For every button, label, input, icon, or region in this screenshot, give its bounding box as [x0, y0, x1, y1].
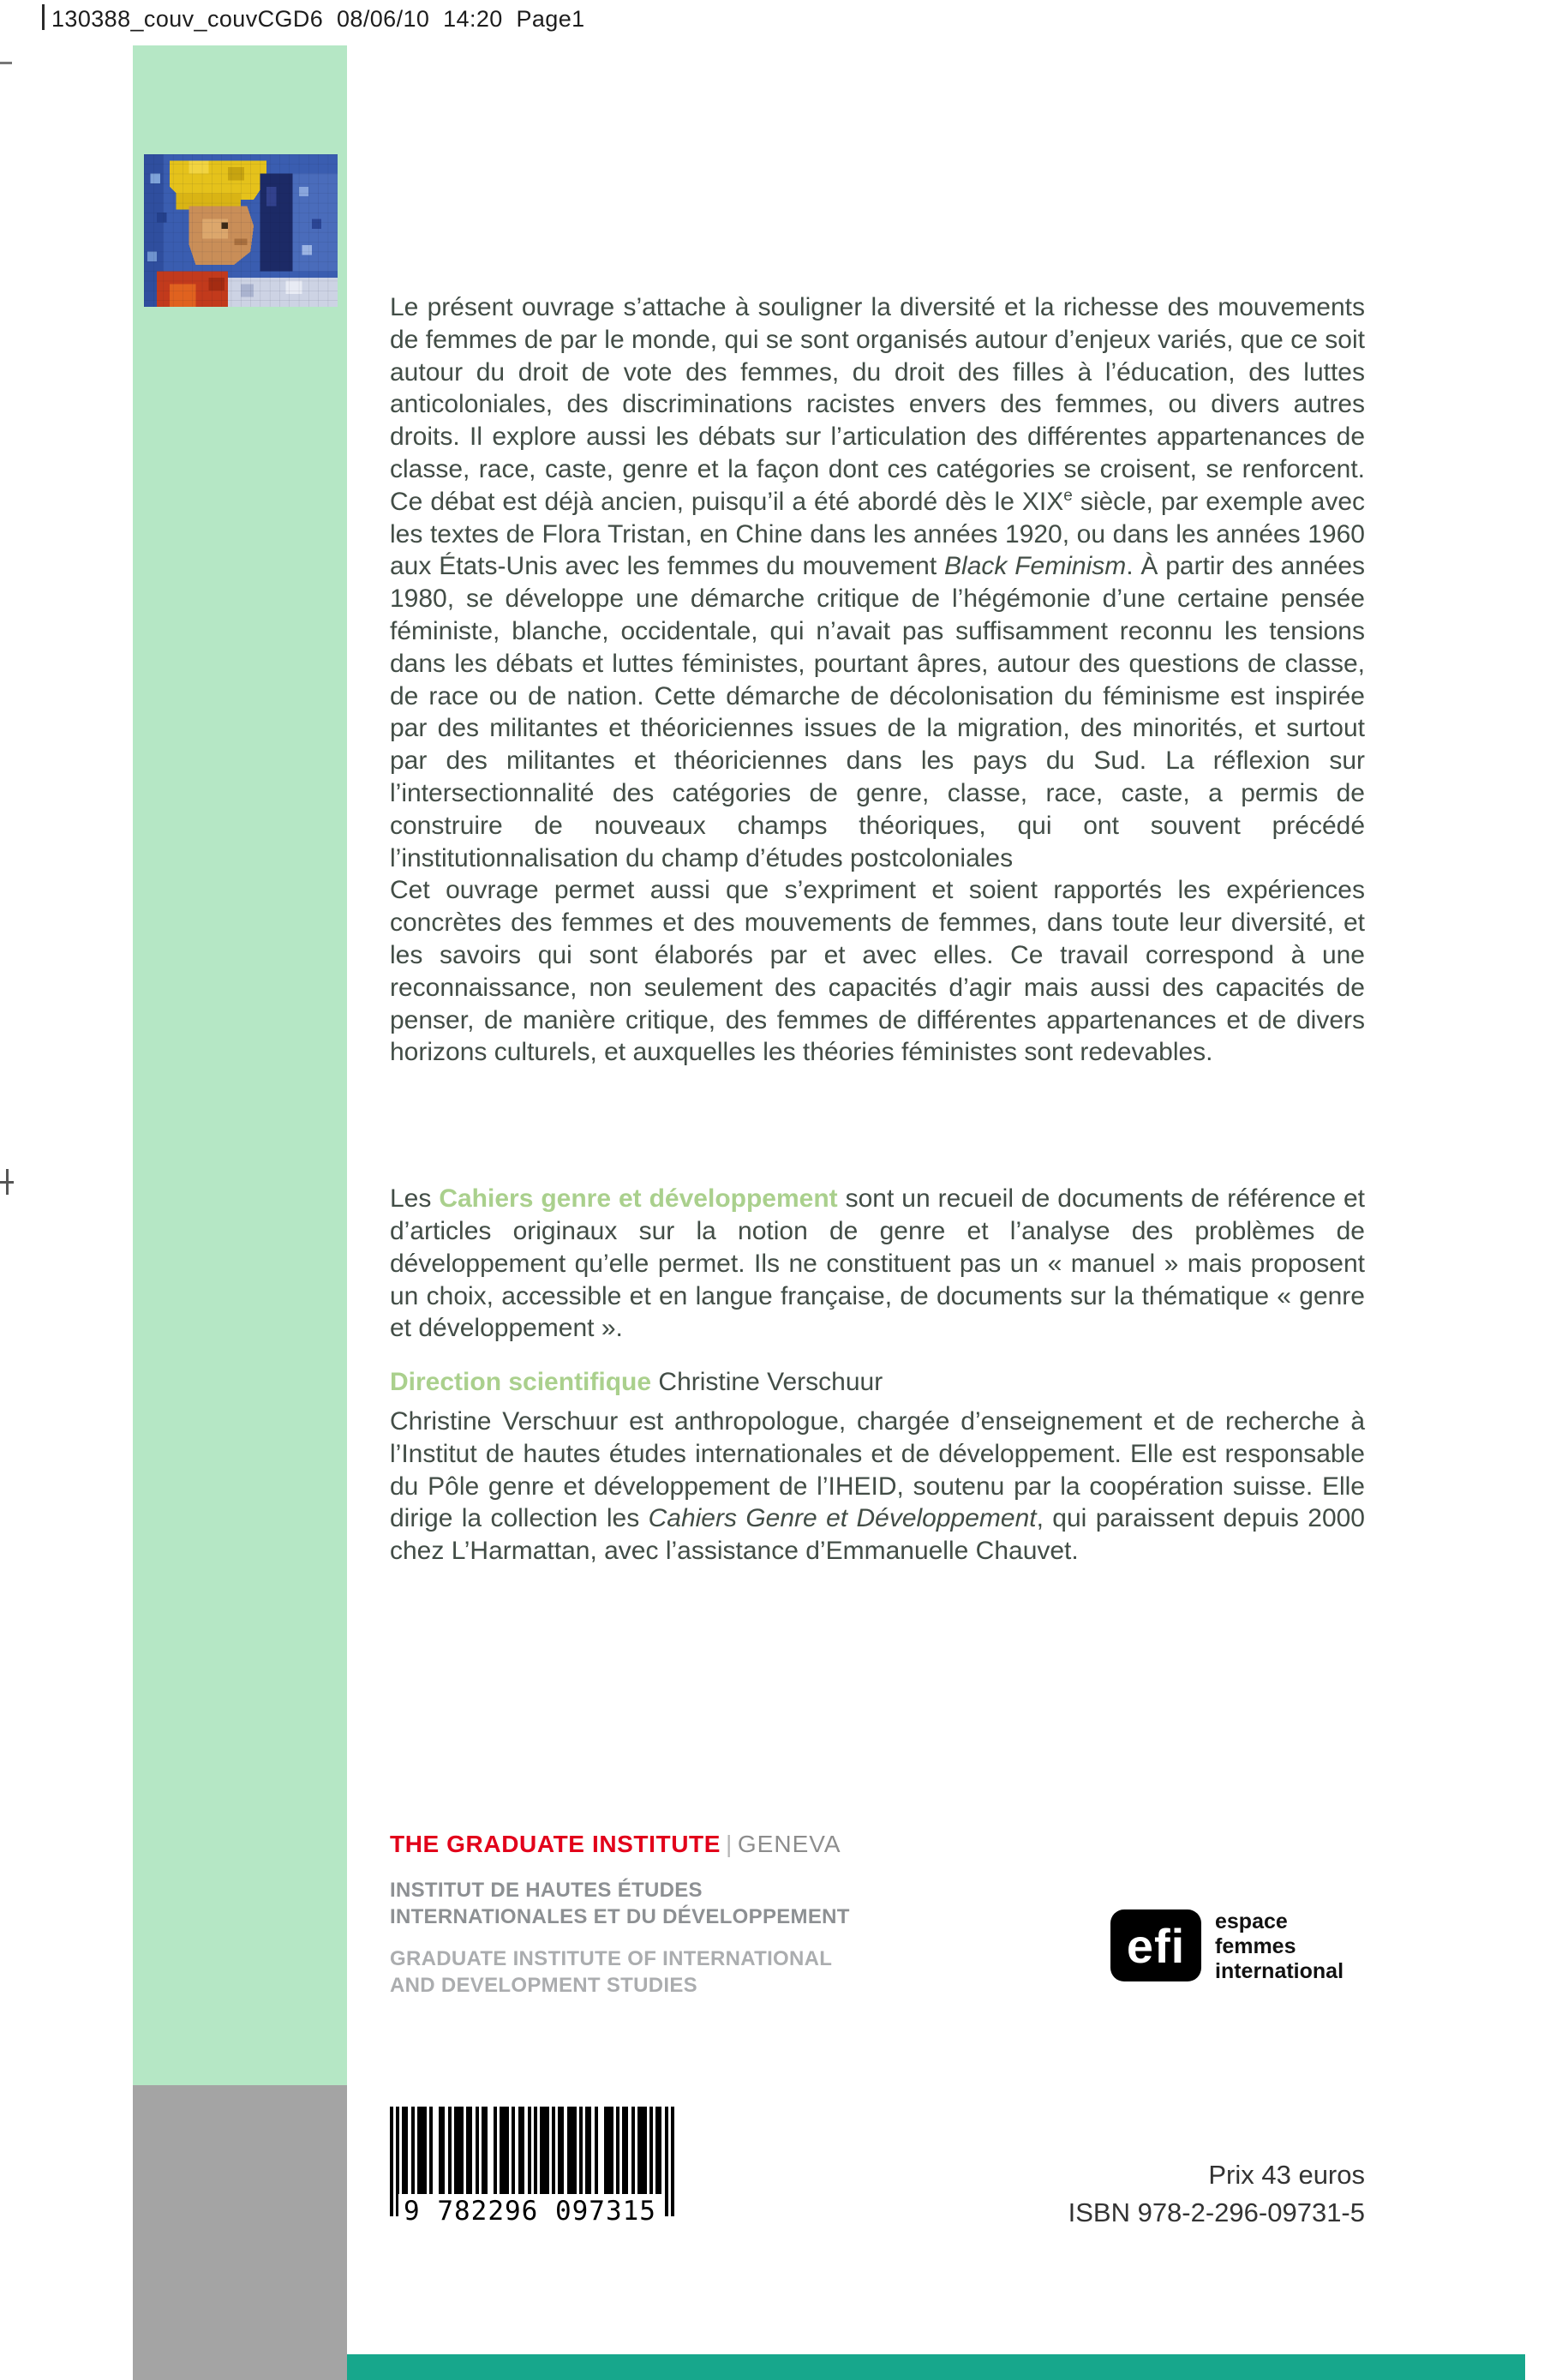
italic-title: Cahiers Genre et Développement [648, 1504, 1037, 1533]
efi-logo-text [1215, 1909, 1344, 1984]
cover-bottom-band [347, 2354, 1525, 2380]
bio-paragraph [390, 1406, 1365, 1568]
collection-paragraph [390, 1183, 1365, 1345]
institute-separator: | [726, 1831, 733, 1857]
crop-mark [0, 62, 12, 64]
graduate-institute-block [390, 1831, 850, 1999]
bio-text: Christine Verschuur est anthropologue, chargée d’enseignement et de recherche à l’Institut de hautes études internationales et de développement. Elle est responsable du Pôle genre et développement de l’IHEID, soutenu par la coopération suisse. Elle dirige la collection les [390, 1406, 1365, 1533]
efi-line3: international [1215, 1959, 1344, 1983]
institute-name-french [390, 1877, 850, 1930]
barcode [390, 2107, 685, 2235]
crop-mark [42, 4, 45, 30]
synopsis-text: . À partir des années 1980, se développe une démarche critique de l’hégémonie d’une certaine pensée féministe, blanche, occidentale, qui n’avait pas suffisamment reconnu les tensions dans les débats et luttes féministes, pourtant âpres, autour des questions de classe, de race ou de nation. Cette démarche de décolonisation du féminisme est inspirée par des militantes et théoriciennes issues de la migration, des minorités, et surtout par des militantes et théoriciennes dans les pays du Sud. La réflexion sur l’intersectionnalité des catégories de genre, classe, race, caste, a permis de construire de nouveaux champs théoriques, qui ont souvent précédé l’institutionnalisation du champ d’études postcoloniales [390, 552, 1366, 872]
italic-title: Black Feminism [944, 552, 1127, 581]
cover-spine-strip [133, 45, 347, 2085]
superscript-e: e [1063, 486, 1073, 505]
mosaic-portrait-image [144, 154, 338, 307]
back-cover-text-column [390, 291, 1365, 1568]
synopsis-paragraph-1 [390, 291, 1365, 874]
institute-name: THE GRADUATE INSTITUTE [390, 1831, 721, 1857]
efi-line2: femmes [1215, 1934, 1296, 1958]
price: Prix 43 euros [1208, 2160, 1365, 2190]
direction-label: Direction scientifique [390, 1368, 652, 1397]
institute-title-line [390, 1831, 850, 1858]
barcode-number: 9 782296 097315 [398, 2194, 661, 2228]
institute-en-line1: GRADUATE INSTITUTE OF INTERNATIONAL [390, 1947, 833, 1970]
efi-line1: espace [1215, 1909, 1288, 1933]
collection-text: Les [390, 1184, 440, 1214]
bio-text: , qui paraissent depuis 2000 chez L’Harmattan, avec l’assistance d’Emmanuelle Chauvet. [390, 1504, 1365, 1566]
institute-en-line2: AND DEVELOPMENT STUDIES [390, 1974, 697, 1997]
efi-logo-icon: efi [1110, 1909, 1201, 1981]
pricing-block [1068, 2156, 1365, 2232]
synopsis-text: Le présent ouvrage s’attache à souligner la diversité et la richesse des mouvements de femmes de par le monde, qui se sont organisés autour d’enjeux variés, que ce soit autour du droit de vote des femmes, du droit des filles à l’éducation, des luttes anticoloniales, des discriminations racistes envers des femmes, ou divers autres droits. Il explore aussi les débats sur l’articulation des différentes appartenances de classe, race, caste, genre et la façon dont ces catégories se croisent, se renforcent. Ce débat est déjà ancien, puisqu’il a été abordé dès le XIX [390, 293, 1365, 516]
institute-fr-line2: INTERNATIONALES ET DU DÉVELOPPEMENT [390, 1905, 850, 1928]
collection-title-highlight: Cahiers genre et développement [439, 1184, 838, 1214]
institute-fr-line1: INSTITUT DE HAUTES ÉTUDES [390, 1879, 703, 1902]
direction-line [390, 1366, 1365, 1399]
synopsis-text: siècle, par exemple avec les textes de Flora Tristan, en Chine dans les années 1920, ou dans les années 1960 aux États-Unis avec les femmes du mouvement [390, 487, 1366, 581]
direction-name: Christine Verschuur [651, 1368, 883, 1397]
cover-spine-strip-bottom [133, 2085, 347, 2380]
crop-mark [6, 1169, 9, 1195]
proof-header: 130388_couv_couvCGD6 08/06/10 14:20 Page1 [51, 6, 585, 32]
mosaic-artwork [144, 154, 338, 307]
institute-name-english [390, 1945, 850, 1999]
collection-text: sont un recueil de documents de référence et d’articles originaux sur la notion de genre et l’analyse des problèmes de développement qu’elle permet. Ils ne constituent pas un « manuel » mais proposent un choix, accessible et en langue française, de documents sur la thématique « genre et développement ». [390, 1184, 1365, 1343]
synopsis-paragraph-2: Cet ouvrage permet aussi que s’expriment et soient rapportés les expériences concrètes des femmes et des mouvements de femmes, dans toute leur diversité, et les savoirs qui sont élaborés par et avec elles. Ce travail correspond à une reconnaissance, non seulement des capacités d’agir mais aussi des capacités de penser, de manière critique, des femmes de différentes appartenances et de divers horizons culturels, et auxquelles les théories féministes sont redevables. [390, 876, 1365, 1067]
institute-city: GENEVA [737, 1831, 841, 1857]
isbn: ISBN 978-2-296-09731-5 [1068, 2197, 1365, 2227]
efi-logo [1110, 1909, 1344, 1984]
